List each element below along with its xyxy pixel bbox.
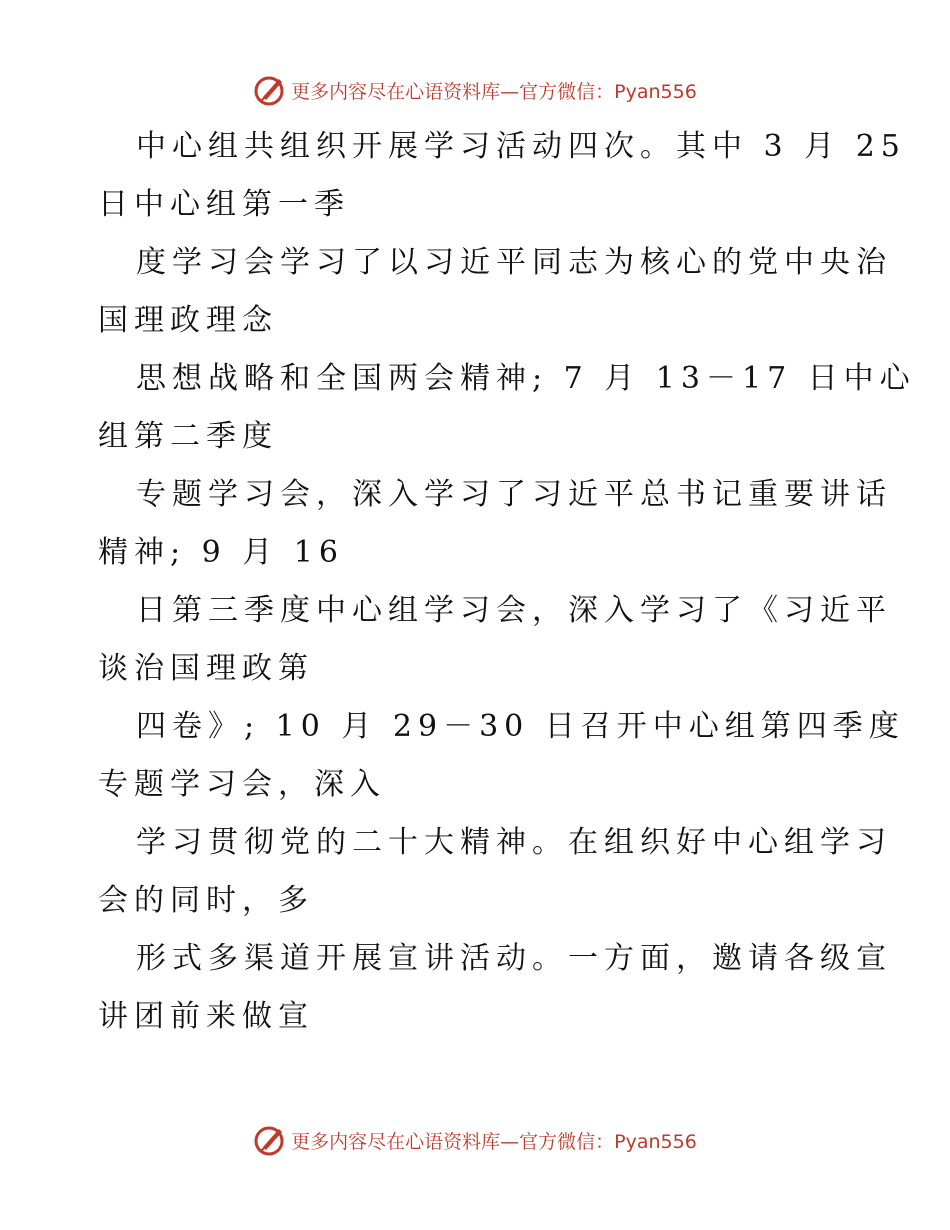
text-line: 四卷》; 10 月 29－30 日召开中心组第四季度: [136, 709, 905, 744]
text-line: 谈治国理政第: [98, 651, 314, 686]
text-line: 度学习会学习了以习近平同志为核心的党中央治: [136, 245, 892, 280]
document-body: [98, 118, 916, 1046]
text-line: 日中心组第一季: [98, 187, 350, 222]
text-line: 专题学习会，深入: [98, 767, 386, 802]
text-line: 讲团前来做宣: [98, 999, 314, 1034]
text-line: 国理政理念: [98, 303, 278, 338]
banner-slogan: 更多内容尽在心语资料库—官方微信：: [291, 80, 615, 103]
header-banner: [0, 70, 950, 110]
quill-logo-icon: [253, 1123, 287, 1157]
footer-banner: [0, 1120, 950, 1160]
text-line: 日第三季度中心组学习会，深入学习了《习近平: [136, 593, 892, 628]
text-line: 思想战略和全国两会精神; 7 月 13－17 日中心: [136, 361, 916, 396]
text-line: 会的同时，多: [98, 883, 314, 918]
text-line: 专题学习会，深入学习了习近平总书记重要讲话: [136, 477, 892, 512]
banner-handle: Pyan556: [614, 1130, 697, 1153]
text-line: 学习贯彻党的二十大精神。在组织好中心组学习: [136, 825, 892, 860]
text-line: 精神; 9 月 16: [98, 535, 344, 570]
quill-logo-icon: [253, 73, 287, 107]
text-line: 中心组共组织开展学习活动四次。其中 3 月 25: [136, 129, 906, 164]
banner-text: [291, 77, 697, 104]
banner-slogan: 更多内容尽在心语资料库—官方微信：: [291, 1130, 615, 1153]
banner-text: [291, 1127, 697, 1154]
text-line: 形式多渠道开展宣讲活动。一方面，邀请各级宣: [136, 941, 892, 976]
banner-handle: Pyan556: [614, 80, 697, 103]
text-line: 组第二季度: [98, 419, 278, 454]
